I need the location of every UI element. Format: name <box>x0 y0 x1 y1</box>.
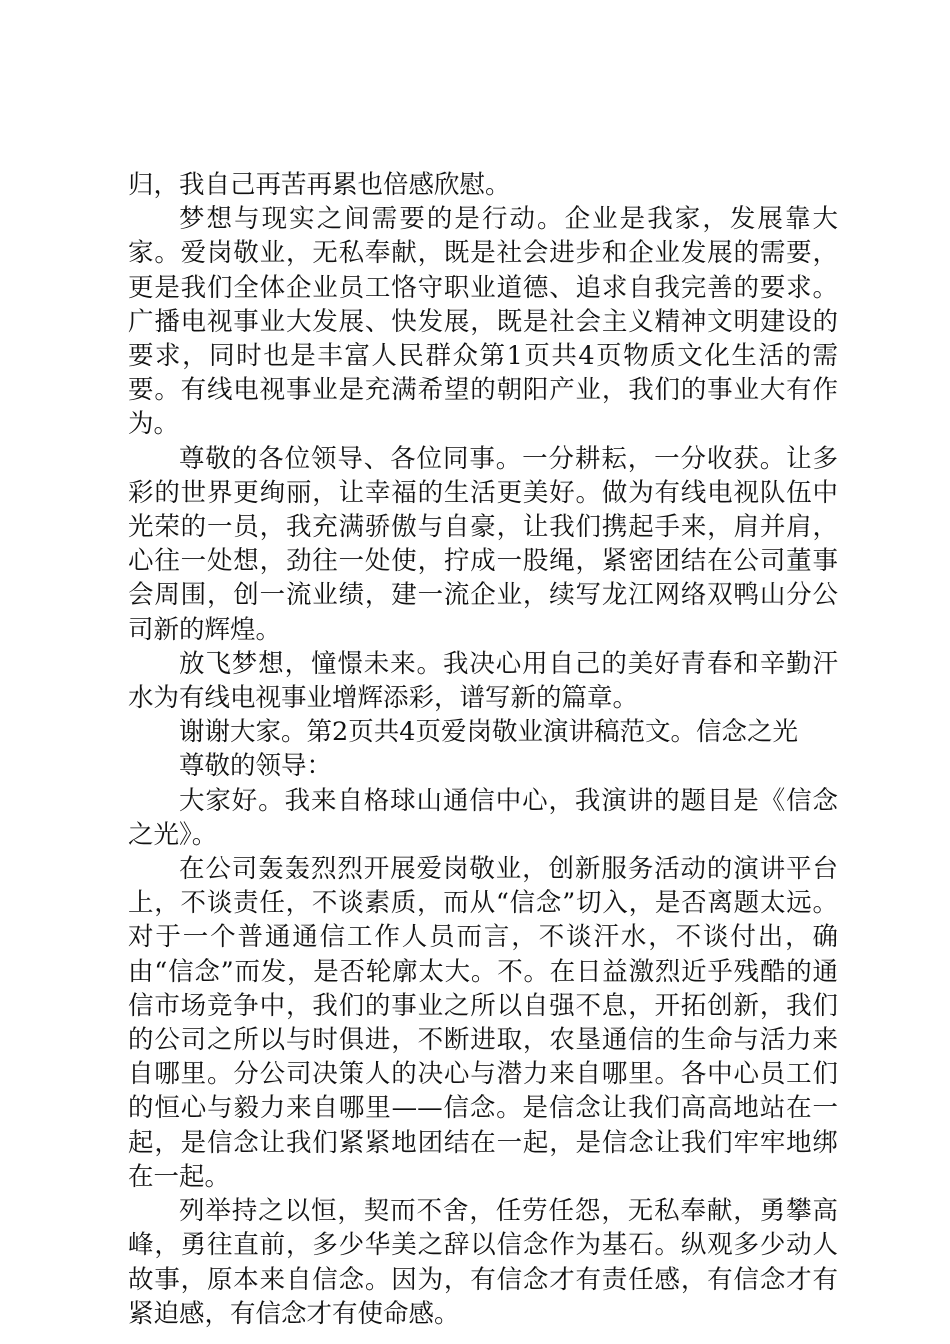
paragraph-2: 梦想与现实之间需要的是行动。企业是我家，发展靠大家。爱岗敬业，无私奉献，既是社会进步和企业发展的需要，更是我们全体企业员工恪守职业道德、追求自我完善的要求。广播电视事业大发展、快发展，既是社会主义精神文明建设的要求，同时也是丰富人民群众第1页共4页物质文化生活的需要。有线电视事业是充满希望的朝阳产业，我们的事业大有作为。 <box>128 204 838 440</box>
paragraph-1: 归，我自己再苦再累也倍感欣慰。 <box>128 170 511 200</box>
paragraph-9: 列举持之以恒，契而不舍，任劳任怨，无私奉献，勇攀高峰，勇往直前，多少华美之辞以信念作为基石。纵观多少动人故事，原本来自信念。因为，有信念才有责任感，有信念才有紧迫感，有信念才有使命感。 <box>128 1196 838 1329</box>
paragraph-4: 放飞梦想，憧憬未来。我决心用自己的美好青春和辛勤汗水为有线电视事业增辉添彩，谱写新的篇章。 <box>128 648 838 714</box>
paragraph-8: 在公司轰轰烈烈开展爱岗敬业，创新服务活动的演讲平台上，不谈责任，不谈素质，而从“信念”切入，是否离题太远。对于一个普通通信工作人员而言，不谈汗水，不谈付出，确由“信念”而发，是否轮廓太大。不。在日益激烈近乎残酷的通信市场竞争中，我们的事业之所以自强不息，开拓创新，我们的公司之所以与时俱进，不断进取，农垦通信的生命与活力来自哪里。分公司决策人的决心与潜力来自哪里。各中心员工们的恒心与毅力来自哪里——信念。是信念让我们高高地站在一起，是信念让我们紧紧地团结在一起，是信念让我们牢牢地绑在一起。 <box>128 854 838 1192</box>
paragraph-7: 大家好。我来自格球山通信中心，我演讲的题目是《信念之光》。 <box>128 785 838 850</box>
paragraph-3: 尊敬的各位领导、各位同事。一分耕耘，一分收获。让多彩的世界更绚丽，让幸福的生活更美好。做为有线电视队伍中光荣的一员，我充满骄傲与自豪，让我们携起手来，肩并肩，心往一处想，劲往一处使，拧成一股绳，紧密团结在公司董事会周围，创一流业绩，建一流企业，续写龙江网络双鸭山分公司新的辉煌。 <box>128 443 838 645</box>
document-body <box>128 168 838 1331</box>
paragraph-6: 尊敬的领导： <box>179 751 333 782</box>
paragraph-5: 谢谢大家。第2页共4页爱岗敬业演讲稿范文。信念之光 <box>179 717 798 748</box>
